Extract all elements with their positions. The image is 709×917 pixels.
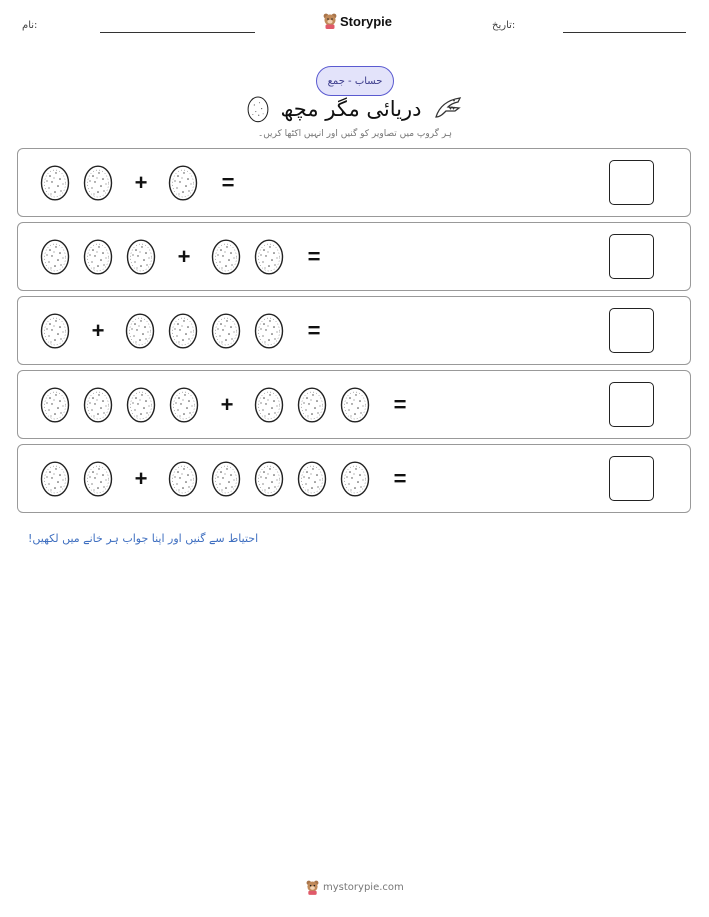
equation-group (40, 149, 255, 216)
egg-icon (126, 386, 156, 423)
egg-icon (247, 94, 269, 124)
brand-logo (323, 13, 392, 29)
date-label: تاریخ: (492, 20, 516, 31)
plus-sign: + (91, 317, 105, 343)
egg-icon (83, 386, 113, 423)
equation-group (40, 297, 341, 364)
plus-sign: + (177, 243, 191, 269)
egg-icon (340, 460, 370, 497)
instruction-text: احتیاط سے گنیں اور اپنا جواب ہر خانے میں لکھیں! (28, 532, 259, 545)
bear-mascot-icon (306, 880, 319, 895)
egg-icon (168, 460, 198, 497)
plus-sign: + (220, 391, 234, 417)
footer-url[interactable]: mystorypie.com (323, 882, 404, 893)
footer (306, 880, 404, 895)
equation-group (40, 445, 427, 512)
egg-icon (211, 238, 241, 275)
egg-icon (40, 386, 70, 423)
egg-icon (211, 460, 241, 497)
crocodile-head-icon (433, 95, 463, 123)
egg-icon (254, 386, 284, 423)
equals-sign: = (393, 465, 407, 491)
page-title (230, 94, 480, 124)
egg-icon (168, 164, 198, 201)
answer-box[interactable] (609, 308, 654, 353)
answer-box[interactable] (609, 456, 654, 501)
date-field-line[interactable] (563, 32, 686, 33)
plus-sign: + (134, 465, 148, 491)
plus-sign: + (134, 169, 148, 195)
brand-name: Storypie (340, 13, 393, 29)
equation-row (17, 370, 691, 439)
answer-box[interactable] (609, 382, 654, 427)
bear-mascot-icon (323, 13, 337, 29)
egg-icon (340, 386, 370, 423)
equals-sign: = (307, 317, 321, 343)
name-label: نام: (22, 20, 38, 31)
egg-icon (126, 238, 156, 275)
egg-icon (254, 312, 284, 349)
egg-icon (40, 164, 70, 201)
equals-sign: = (307, 243, 321, 269)
name-field-line[interactable] (100, 32, 255, 33)
equation-group (40, 371, 427, 438)
egg-icon (40, 312, 70, 349)
egg-icon (83, 460, 113, 497)
egg-icon (297, 386, 327, 423)
topic-badge-label: حساب - جمع (327, 75, 383, 87)
egg-icon (40, 238, 70, 275)
equation-row (17, 222, 691, 291)
egg-icon (125, 312, 155, 349)
equals-sign: = (221, 169, 235, 195)
egg-icon (83, 164, 113, 201)
egg-icon (211, 312, 241, 349)
egg-icon (168, 312, 198, 349)
equation-row (17, 296, 691, 365)
egg-icon (254, 238, 284, 275)
equation-row (17, 444, 691, 513)
equation-row (17, 148, 691, 217)
subtitle: ہر گروپ میں تصاویر کو گنیں اور انہیں اکٹھا کریں۔ (257, 129, 453, 139)
egg-icon (254, 460, 284, 497)
egg-icon (83, 238, 113, 275)
equals-sign: = (393, 391, 407, 417)
egg-icon (169, 386, 199, 423)
title-text: دریائی مگر مچھ (280, 97, 422, 121)
topic-badge (316, 66, 394, 96)
egg-icon (40, 460, 70, 497)
answer-box[interactable] (609, 160, 654, 205)
egg-icon (297, 460, 327, 497)
answer-box[interactable] (609, 234, 654, 279)
equation-group (40, 223, 341, 290)
